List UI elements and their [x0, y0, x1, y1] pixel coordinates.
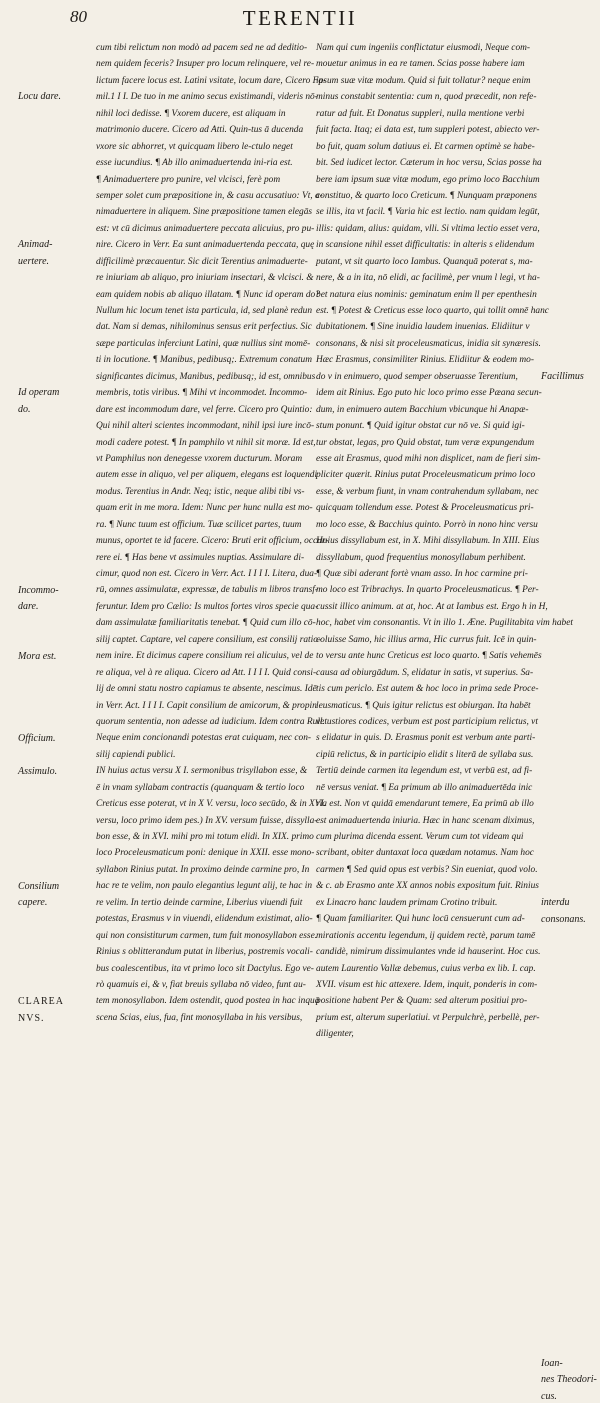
text-line: cum tibi relictum non modò ad pacem sed ne ad deditio- [96, 43, 308, 53]
text-line: ex Linacro hanc laudem primam Crotino tribuit. [316, 897, 498, 908]
text-line: mirationis accentu legendum, ij quidem rectè, parum tamē [316, 930, 536, 941]
text-line: vxore sic abhorret, vt quicquam libero le-ctulo neget [96, 141, 293, 152]
margin-note: Assimulo. [18, 765, 58, 777]
text-line: modus. Terentius in Andr. Neq; istic, neque alibi tibi vs- [96, 486, 305, 497]
text-line: tem monosyllabon. Idem ostendit, quod postea in hac inquā [96, 996, 320, 1007]
text-line: tur obstat, legas, pro Quid obstat, tum veræ expungendum [316, 437, 535, 448]
text-line: minus constabit sententia: cum n, quod præcedit, non refe- [316, 92, 537, 103]
text-line: stum ponunt. ¶ Quid igitur obstat cur nō ve. Si quid igi- [316, 421, 525, 432]
text-line: autem esse in aliquo, vel per aliquem, elegans est loquendi [96, 470, 318, 481]
text-line: modi cadere potest. ¶ In pamphilo vt nihil sit moræ. Id est, [96, 437, 316, 448]
text-line: semper solet cum præpositione in, & casu accusatiuo: Vt, a- [96, 190, 323, 201]
text-line: ipsum suæ vitæ modum. Quid si fuit tollatur? neque enim [316, 75, 531, 86]
text-line: mo loco est Tribrachys. In quarto Proceleusmaticus. ¶ Per- [316, 585, 539, 596]
text-line: coluisse Samo, hic illius arma, Hic currus fuit. Icē in quin- [316, 634, 537, 645]
text-line: diligenter, [316, 1029, 354, 1040]
text-line: ra. ¶ Nunc tuum est officium. Tuæ scilicet partes, tuum [96, 519, 302, 530]
text-line: Huius dissyllabum est, in X. Mihi dissyllabum. In XIII. Eius [316, 536, 540, 547]
text-line: scribant, obiter duntaxat loca quædam notamus. Nam hoc [316, 848, 534, 859]
text-line: est animaduertenda iniuria. Hæc in hanc scenam diximus, [316, 815, 535, 826]
text-line: ē in vnam syllabam contractis (quanquam & tertio loco [96, 782, 305, 793]
text-line: qui non consistiturum carmen, tum fuit monosyllabon esse. [96, 930, 318, 941]
text-line: do v in enimuero, quod semper obseruasse Terentium, [316, 371, 518, 382]
text-line: esse, & verbum fiunt, in vnam contrahendum syllabam, nec [316, 486, 539, 497]
margin-note: Consilium [18, 880, 60, 892]
text-line: hac re te velim, non paulo elegantius legunt alij, te hac in [96, 881, 313, 892]
text-line: silij captet. Captare, vel capere consilium, est consilij ratio- [96, 634, 322, 645]
margin-note: do. [18, 403, 31, 415]
text-line: consonans, & nisi sit proceleusmaticus, inidia sit synæresis. [316, 338, 541, 349]
margin-note: uertere. [18, 255, 50, 267]
text-line: hoc, habet vim consonantis. Vt in illo 1. Æne. Pugilitabita vim habet [316, 618, 574, 629]
text-line: ¶ Quæ sibi aderant fortè vnam asso. In hoc carmine pri- [316, 569, 528, 579]
margin-note: interdu [541, 897, 570, 909]
margin-note: Mora est. [18, 650, 57, 662]
text-line: bus coalescentibus, ita vt primo loco sit Dactylus. Ego ve- [96, 963, 314, 974]
text-line: in Verr. Act. I I I I. Capit consilium de amicorum, & propin [96, 700, 317, 711]
text-line: ¶ Quam familiariter. Qui hunc locū censuerunt cum ad- [316, 914, 525, 925]
margin-note: Incommo- [18, 584, 59, 596]
text-line: eam quidem nobis ab aliquo illatam. ¶ Nunc id operam do? [96, 289, 320, 300]
text-line: quorum sententia, non adesse ad iudicium. Idem contra Rull. [96, 716, 325, 727]
text-line: constituo, & quarto loco Creticum. ¶ Nunquam præponens [316, 190, 537, 201]
left-text-column [96, 40, 329, 1026]
text-line: to versu ante hunc Creticus est loco quarto. ¶ Satis vehemēs [316, 651, 542, 662]
text-line: nere, & a in ita, nō elidi, ac facilimè, per vnum l legi, vt ha- [316, 273, 540, 284]
text-line: in scansione nihil esset difficultatis: in alteris s elidendum [316, 240, 535, 251]
margin-note: Id operam [18, 387, 60, 399]
text-line: nimaduertere in aliquem. Sine præpositione tamen elegās [96, 207, 313, 218]
text-line: dare est incommodum dare, vel ferre. Cicero pro Quintio: [96, 404, 313, 415]
text-line: Neque enim concionandi potestas erat cuiquam, nec con- [96, 733, 312, 744]
margin-note: capere. [18, 897, 48, 909]
text-line: s elidatur in quis. D. Erasmus ponit est verbum ante parti- [316, 733, 536, 744]
text-line: re iniuriam ab aliquo, pro iniuriam insectari, & vlcisci. & [96, 273, 314, 284]
text-line: difficilimè præcauentur. Sic dicit Terentius animaduerte- [96, 256, 308, 267]
margin-note: cus. [541, 1390, 557, 1402]
text-line: & c. ab Erasmo ante XX annos nobis expositum fuit. Rinius [316, 881, 539, 892]
margin-note: Officium. [18, 732, 56, 744]
text-line: membris, totis viribus. ¶ Mihi vt incommodet. Incommo- [96, 388, 308, 399]
text-line: rere ei. ¶ Has bene vt assimules nuptias. Assimulare di- [96, 552, 305, 563]
text-line: Nam qui cum ingeniis conflictatur eiusmodi, Neque com- [316, 43, 531, 53]
text-line: nē versus veniat. ¶ Ea primum ab illo animaduertēda inic [316, 782, 533, 793]
text-line: matrimonio ducere. Cicero ad Atti. Quin-tus ā ducenda [96, 125, 304, 136]
text-line: silij capiendi publici. [96, 749, 176, 760]
text-line: nem inire. Et dicimus capere consilium rei alicuius, vel de [96, 651, 314, 662]
text-line: leusmaticus. ¶ Quis igitur relictus est obiurgan. Ita habēt [316, 700, 531, 711]
text-line: nire. Cicero in Verr. Ea sunt animaduertenda peccata, quę [96, 240, 315, 251]
margin-note: NVS. [18, 1012, 45, 1024]
text-line: re velim. In tertio deinde carmine, Liberius viuendi fuit [96, 897, 303, 908]
text-line: mil.1 I I. De tuo in me animo secus existimandi, videris nō- [96, 92, 318, 103]
text-line: mo loco esse, & Bacchius quinto. Porrò in nono hinc versu [316, 519, 538, 530]
text-line: IN huius actus versu X I. sermonibus trisyllabon esse, & [96, 766, 308, 777]
text-line: scena Scias, eius, fua, fint monosyllaba in his versibus, [96, 1012, 303, 1023]
text-line: carmen ¶ Sed quid opus est verbis? Sin eueniat, quod volo. [316, 864, 538, 875]
text-line: dum, in enimuero autem Bacchium vbicunque hi Anapæ- [316, 404, 529, 415]
margin-note: consonans. [541, 913, 586, 925]
text-line: bon esse, & in XVI. mihi pro mi totum elidi. In XIX. primo [96, 832, 314, 842]
text-line: sæpe particulas inferciunt Latini, quæ nullius sint momē- [96, 338, 311, 349]
text-line: quicquam tollendum esse. Potest & Proceleusmaticus pri- [316, 503, 534, 514]
text-line: putant, vt sit quarto loco Iambus. Quanquā poterat s, ma- [316, 256, 533, 267]
page-number: 80 [70, 7, 87, 26]
text-line: dam assimulatæ familiaritatis tenebat. ¶ Quid cum illo cō- [96, 618, 316, 629]
text-line: lictum facere locus est. Latini vsitate, locum dare, Cicero Fa- [96, 75, 327, 86]
text-line: candidè, nimirum dissimulantes vnde id hauserint. Hoc cus. [316, 947, 541, 958]
text-line: Qui nihil alteri scientes incommodant, nihil ipsi iure incō- [96, 421, 315, 432]
text-line: positione habent Per & Quam: sed alterum positiui pro- [316, 996, 528, 1007]
text-line: ratur ad fuit. Et Donatus suppleri, nulla mentione verbi [316, 108, 525, 119]
text-line: Creticus esse poterat, vt in X V. versu, loco secūdo, & in XVI. [96, 799, 326, 810]
text-line: syllabon Rinius putat. In proximo deinde carmine pro, In [96, 864, 310, 875]
text-line: nihil loci dedisse. ¶ Vxorem ducere, est aliquam in [96, 108, 286, 119]
text-line: mouetur animus in ea re tamen. Scias posse habere iam [316, 59, 525, 70]
text-line: esse ait Erasmus, quod mihi non displicet, nam de fieri sim- [316, 453, 541, 464]
text-line: nem quidem feceris? Insuper pro locum relinquere, vel re- [96, 59, 315, 70]
text-line: vt Pamphilus non denegesse vxorem ducturum. Moram [96, 453, 303, 464]
text-line: bere iam ipsum suæ vitæ modum, ego primo loco Bacchium [316, 174, 540, 185]
margin-note: Ioan- [541, 1358, 563, 1369]
text-line: Nullum hic locum tenet ista particula, id, sed planè redun [96, 306, 313, 316]
text-line: bet natura eius nominis: geminatum enim ll per epenthesin [316, 289, 537, 300]
margin-note: nes Theodori- [541, 1374, 597, 1386]
text-line: causa ad obiurgādum. S, elidatur in satis, vt superius. Sa- [316, 667, 534, 678]
text-line: bo fuit, quam solum datiuus ei. Et carmen optimè se habe- [316, 141, 535, 152]
text-line: cipiū relictus, & in participio elidit s literā de syllaba sus. [316, 749, 534, 760]
text-line: versu, loco primo idem pes.) In XV. versum fuisse, dissylla- [96, 815, 318, 826]
text-line: est: vt cū dicimus animaduertere peccata alicuius, pro pu- [96, 223, 315, 234]
text-line: XVII. visum est hic attexere. Idem, inquit, ponderis in com- [316, 979, 538, 990]
text-line: Tertiū deinde carmen ita legendum est, vt verbū est, ad fi- [316, 766, 533, 777]
text-line: feruntur. Idem pro Cælio: Is multos fortes viros specie qua- [96, 601, 319, 612]
margin-note: Animad- [18, 239, 53, 251]
text-line: fuit facta. Itaq; ei data est, tum suppleri potest, abiecto ver- [316, 125, 540, 136]
text-line: vetustiores codices, verbum est post participium relictus, vt [316, 716, 538, 727]
text-line: dissyllabum, quod frequentius monosyllabum perhibent. [316, 552, 526, 563]
text-line: rū, omnes assimulatæ, expressæ, de tabulis m libros transf- [96, 585, 318, 596]
text-line: tis cum periclo. Est autem & hoc loco in prima sede Proce- [316, 684, 539, 695]
text-line: esse iucundius. ¶ Ab illo animaduertenda ini-ria est. [96, 158, 293, 169]
text-line: munus, oportet te id facere. Cicero: Bruti erit officium, occur- [96, 536, 329, 547]
text-line: rò quamuis ei, & v, fiat breuis syllaba nō video, funt au- [96, 979, 306, 990]
text-line: quam erit in me mora. Idem: Nunc per hunc nulla est mo- [96, 503, 313, 514]
text-line: re aliqua, vel à re aliqua. Cicero ad Att. I I I I. Quid consi- [96, 667, 317, 678]
margin-note: Locu dare. [18, 91, 61, 103]
text-line: Hæc Erasmus, consimiliter Rinius. Elidiitur & eodem mo- [316, 355, 534, 366]
text-line: se illis, ita vt facil. ¶ Varia hic est lectio. nam quidam legūt, [316, 207, 540, 218]
text-line: bit. Sed iudicet lector. Cæterum in hoc versu, Scias posse ha [316, 158, 542, 169]
text-line: idem ait Rinius. Ego puto hic loco primo esse Pæana secun- [316, 388, 542, 399]
text-line: dat. Nam si demas, nihilominus sensus erit perfectius. Sic [96, 322, 312, 333]
text-line: dubitationem. ¶ Sine inuidia laudem inuenias. Elidiitur v [316, 322, 530, 333]
margin-note: Facillimus [541, 371, 584, 382]
text-line: ti in locutione. ¶ Manibus, pedibusq;. Extremum conatum [96, 355, 312, 366]
margin-note: CLAREA [18, 996, 64, 1008]
text-line: est. ¶ Potest & Creticus esse loco quarto, qui tollit omnē hanc [316, 306, 549, 316]
text-line: pliciter quærit. Rinius putat Proceleusmaticum primo loco [316, 470, 536, 481]
text-line: cimur, quod non est. Cicero in Verr. Act. I I I I. Litera, dua- [96, 569, 318, 579]
text-line: autem Laurentio Vallæ debemus, cuius verba ex lib. I. cap. [316, 963, 536, 974]
text-line: cum plurima dicenda essent. Verum cum tot videam qui [316, 832, 524, 842]
text-line: significantes dicimus, Manibus, pedibusq;, id est, omnibus [96, 371, 316, 382]
running-title: TERENTII [242, 6, 358, 30]
margin-note: dare. [18, 601, 39, 613]
text-line: cussit illico animum. at at, hoc. At at Iambus est. Ergo h in H, [316, 601, 548, 612]
text-line: ria est. Non vt quidā emendarunt temere, Ea primū ab illo [316, 799, 534, 810]
text-line: loco Proceleusmaticum poni: denique in XXII. esse mono- [96, 848, 315, 859]
text-line: lij de omni statu nostro capiamus te absente, nescimus. Idē [96, 684, 317, 695]
text-line: prium est, alterum superlatiui. vt Perpulchrè, perbellè, per- [316, 1012, 540, 1023]
text-line: illis: quidam, alius: quidam, vlli. Si vltima lectio esset vera, [316, 223, 540, 234]
text-line: ¶ Animaduertere pro punire, vel vlcisci, ferè pom [96, 174, 281, 185]
text-line: potestas, Erasmus v in viuendi, elidendum existimat, alio- [96, 914, 313, 925]
text-line: Rinius s oblitterandum putat in liberius, postremis vocali- [96, 947, 313, 958]
